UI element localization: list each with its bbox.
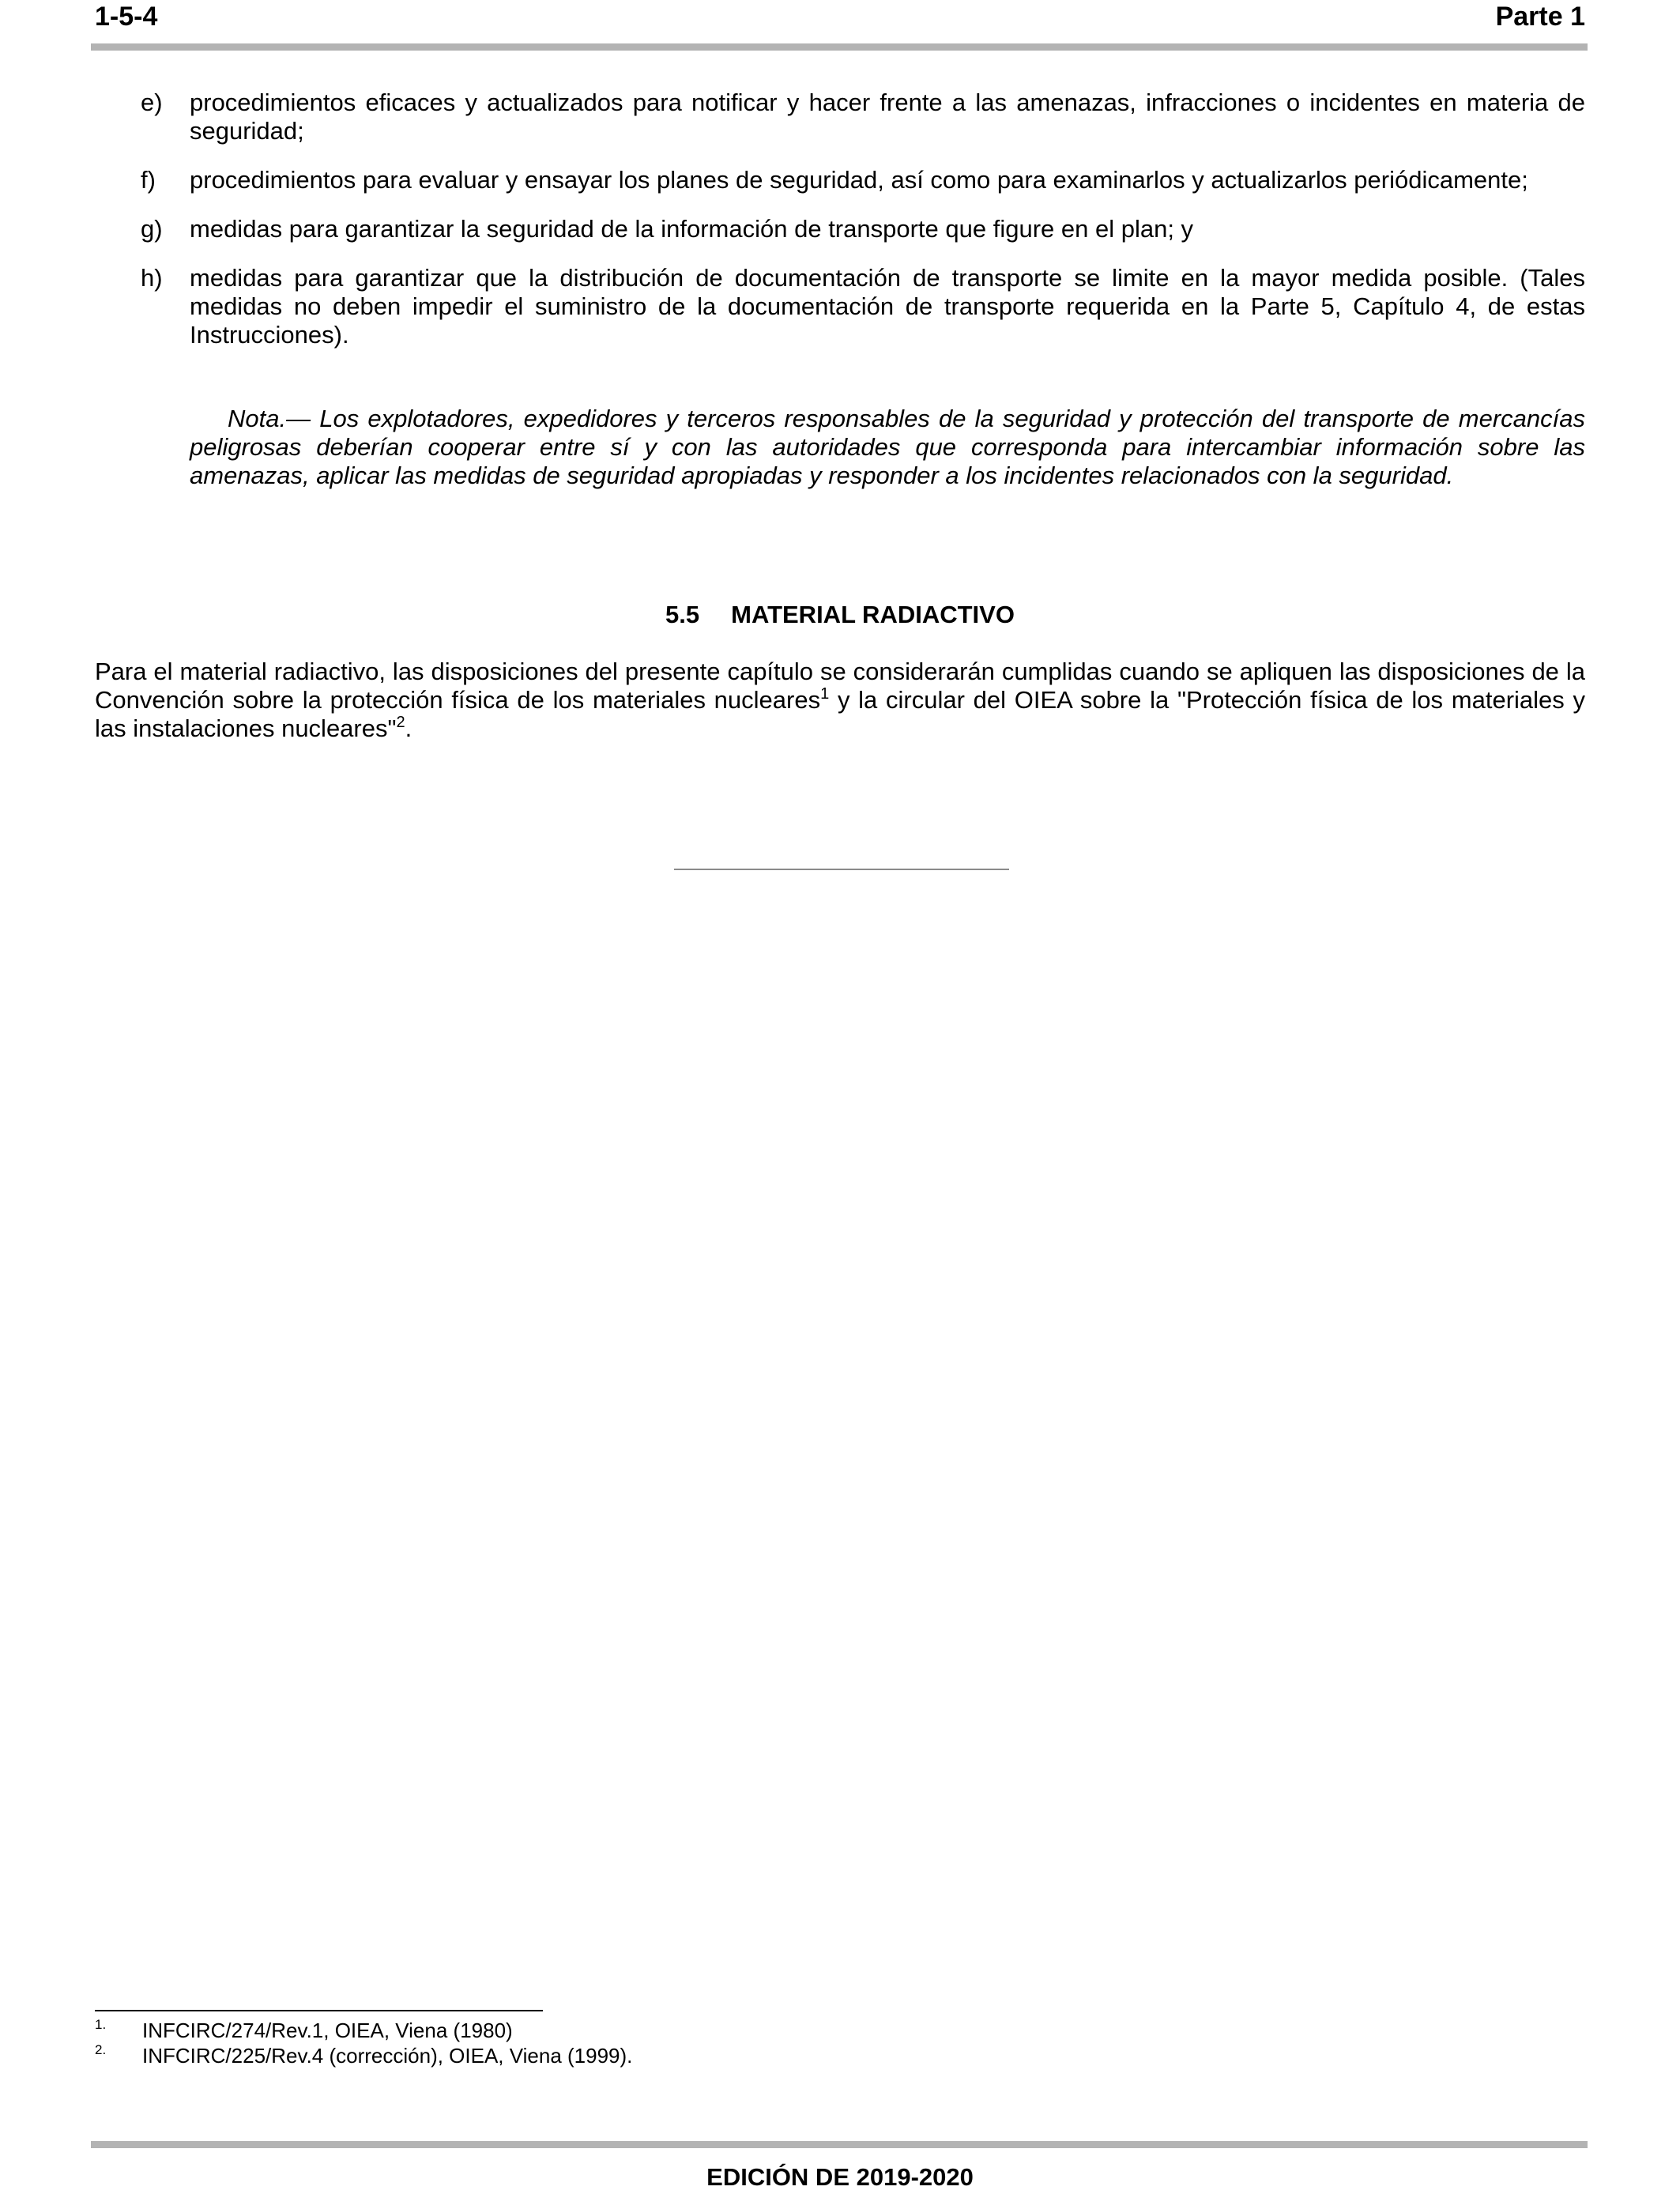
list-item-text: medidas para garantizar que la distribución de documentación de transporte se limite en la mayor medida posible. (Tales medidas no deben impedir el suministro de la documentación de transporte requerida en la Parte 5, Capítulo 4, de estas Instrucciones). [190, 264, 1585, 349]
footnote-number: 1. [95, 2017, 107, 2032]
section-number: 5.5 [665, 601, 700, 628]
list-marker: e) [141, 89, 163, 116]
list-item [141, 264, 1585, 349]
section-paragraph [95, 658, 1585, 743]
section-title: MATERIAL RADIACTIVO [731, 601, 1015, 628]
list-item-text: medidas para garantizar la seguridad de la información de transporte que figure en el plan; y [190, 215, 1194, 243]
footnote-number: 2. [95, 2042, 107, 2057]
note-label: Nota.— [228, 405, 311, 432]
footnote [95, 2018, 632, 2043]
header-rule [91, 43, 1588, 51]
list-item-text: procedimientos para evaluar y ensayar los planes de seguridad, así como para examinarlos y actualizarlos periódicamente; [190, 166, 1528, 194]
footnote [95, 2043, 632, 2068]
list-item [141, 215, 1585, 243]
list-marker: f) [141, 166, 156, 194]
footnote-ref-2[interactable]: 2 [396, 714, 405, 731]
security-plan-list [141, 89, 1585, 370]
list-item [141, 89, 1585, 145]
footnote-rule [95, 2010, 543, 2011]
list-marker: h) [141, 264, 163, 292]
list-item [141, 166, 1585, 194]
paragraph-text: . [405, 714, 412, 742]
footer-rule [91, 2141, 1588, 2148]
footnote-ref-1[interactable]: 1 [820, 685, 830, 703]
page-number: 1-5-4 [95, 2, 158, 32]
footnotes [95, 2018, 632, 2068]
part-label: Parte 1 [1495, 2, 1585, 32]
list-marker: g) [141, 215, 163, 243]
list-item-text: procedimientos eficaces y actualizados para notificar y hacer frente a las amenazas, infracciones o incidentes en materia de seguridad; [190, 89, 1585, 145]
section-heading [0, 601, 1680, 629]
footnote-text: INFCIRC/225/Rev.4 (corrección), OIEA, Viena (1999). [142, 2044, 633, 2068]
paragraph-text: y la circular del OIEA sobre la "Protección física de los materiales y las instalaciones nucleares" [95, 686, 1585, 742]
paragraph-text: Para el material radiactivo, las disposiciones del presente capítulo se considerarán cumplidas cuando se apliquen las disposiciones de la Convención sobre la protección física de los materiales nucleares [95, 658, 1585, 714]
note-text: Los explotadores, expedidores y terceros responsables de la seguridad y protección del transporte de mercancías peligrosas deberían cooperar entre sí y con las autoridades que corresponda para intercambiar información sobre las amenazas, aplicar las medidas de seguridad apropiadas y responder a los incidentes relacionados con la seguridad. [190, 405, 1585, 489]
footnote-text: INFCIRC/274/Rev.1, OIEA, Viena (1980) [142, 2019, 513, 2042]
end-of-chapter-rule [674, 869, 1009, 870]
note-paragraph [190, 405, 1585, 490]
edition-label: EDICIÓN DE 2019-2020 [706, 2163, 974, 2191]
